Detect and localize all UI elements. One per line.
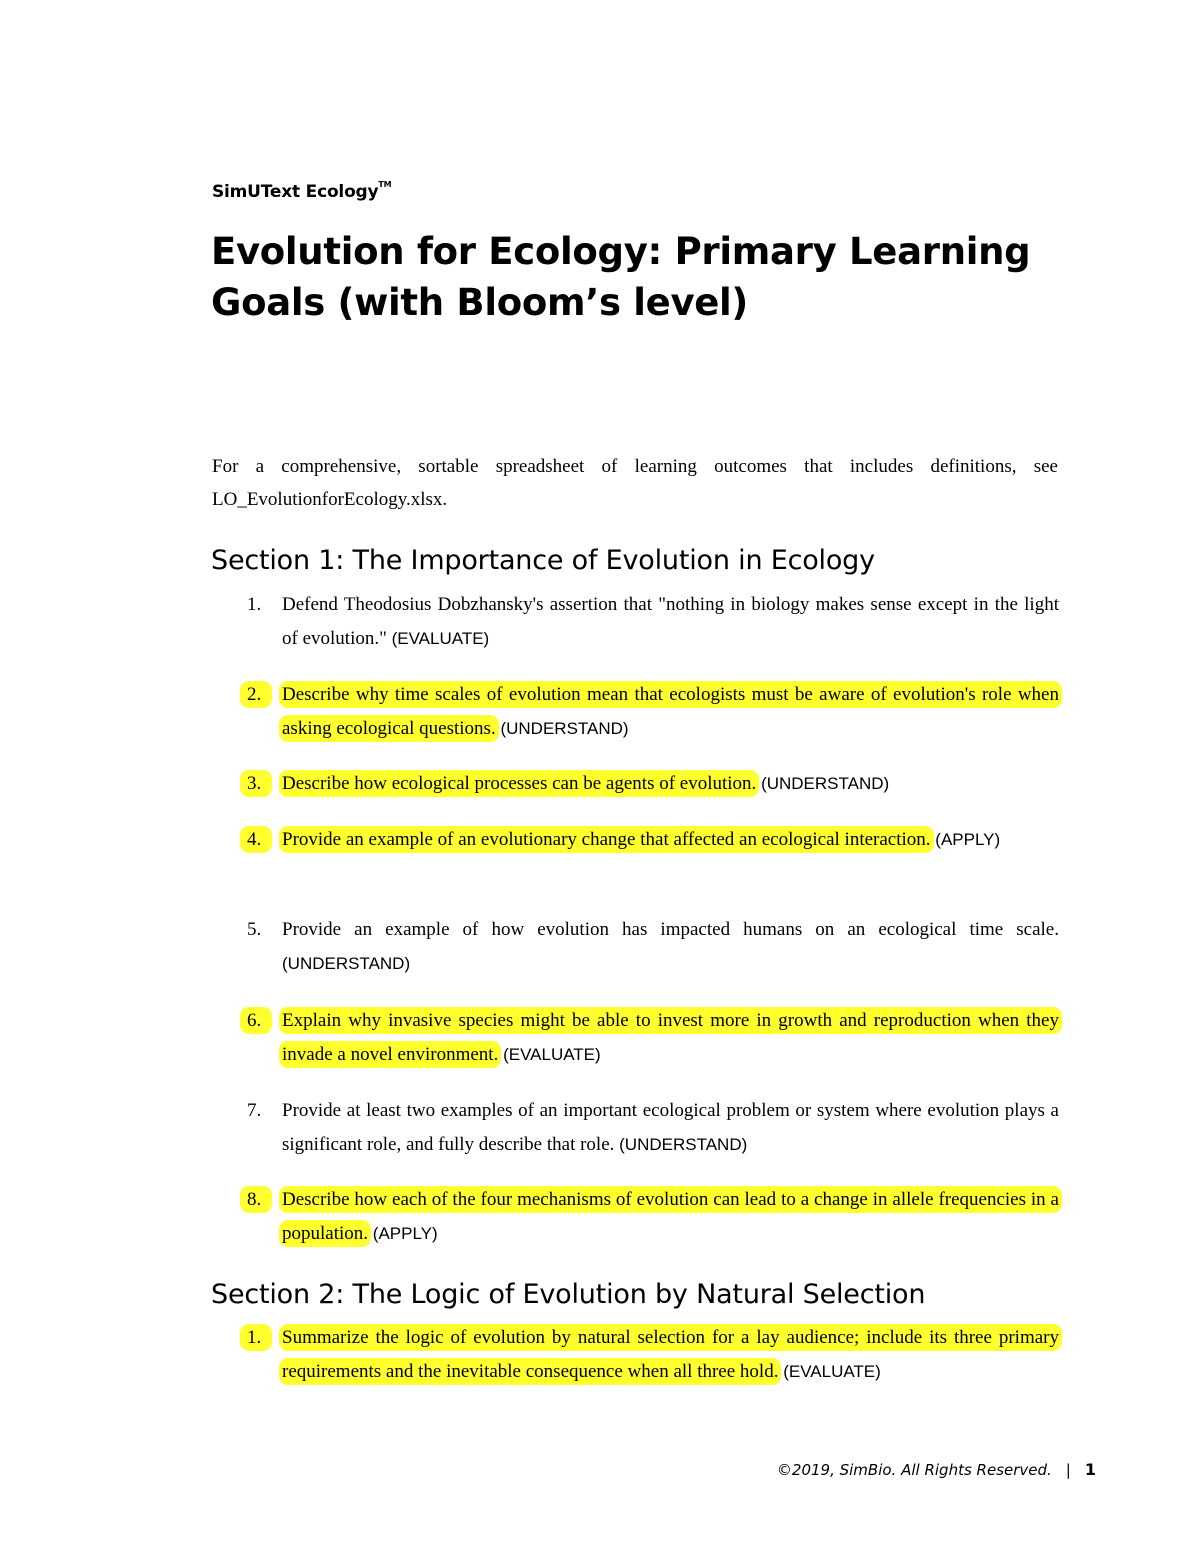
goal-number: 1. — [243, 1321, 287, 1355]
goal-item — [243, 913, 1059, 981]
goal-number: 5. — [247, 919, 262, 940]
intro-paragraph: For a comprehensive, sortable spreadsheet of learning outcomes that includes definitions, see LO_EvolutionforEcology.xlsx. — [212, 456, 1058, 510]
copyright-text: ©2019, SimBio. All Rights Reserved. — [776, 1461, 1052, 1479]
bloom-level: (UNDERSTAND) — [761, 774, 890, 793]
goal-number: 1. — [247, 594, 262, 615]
page-footer — [777, 1460, 1096, 1479]
goal-item — [243, 767, 1059, 801]
highlighted-text: Summarize the logic of evolution by natural selection for a lay audience; include its three primary requirements and the inevitable consequence when all three hold. — [282, 1327, 1059, 1382]
goal-item — [243, 1094, 1059, 1162]
goal-text: Provide at least two examples of an important ecological problem or system where evolution plays a significant role, and fully describe that role. (UNDERSTAND) — [282, 1100, 1059, 1155]
goal-item — [243, 1183, 1059, 1251]
highlighted-text: Provide an example of an evolutionary change that affected an ecological interaction. — [282, 829, 931, 850]
goal-number: 8. — [243, 1183, 287, 1217]
page-number: 1 — [1084, 1460, 1096, 1479]
goal-text — [282, 1183, 1059, 1251]
goal-text: Provide an example of how evolution has impacted humans on an ecological time scale. (UNDERSTAND) — [282, 919, 1059, 973]
goal-text — [282, 678, 1059, 746]
goal-text — [282, 767, 1059, 801]
goal-item — [243, 823, 1059, 857]
footer-separator: | — [1065, 1461, 1071, 1479]
goal-item — [243, 678, 1059, 746]
goal-number: 6. — [243, 1004, 287, 1038]
highlighted-text: Describe why time scales of evolution mean that ecologists must be aware of evolution's role when asking ecological questions. — [282, 684, 1059, 739]
goal-text — [282, 1004, 1059, 1072]
trademark-mark: TM — [378, 180, 392, 189]
brand-name: SimUText Ecology — [212, 182, 379, 202]
goal-number: 3. — [243, 767, 287, 801]
highlighted-text: Describe how each of the four mechanisms of evolution can lead to a change in allele frequencies in a population. — [282, 1189, 1059, 1244]
bloom-level: (UNDERSTAND) — [619, 1135, 748, 1154]
goal-text — [282, 823, 1059, 857]
goal-number: 4. — [243, 823, 287, 857]
section-2-heading: Section 2: The Logic of Evolution by Natural Selection — [211, 1279, 926, 1310]
bloom-level: (EVALUATE) — [391, 629, 490, 648]
goal-item — [243, 1004, 1059, 1072]
goal-number: 7. — [247, 1100, 262, 1121]
bloom-level: (UNDERSTAND) — [282, 954, 411, 973]
highlighted-text: Explain why invasive species might be able to invest more in growth and reproduction when they invade a novel environment. — [282, 1010, 1059, 1065]
goal-item — [243, 1321, 1059, 1389]
highlighted-text: Describe how ecological processes can be agents of evolution. — [282, 773, 757, 794]
goal-text: Defend Theodosius Dobzhansky's assertion that "nothing in biology makes sense except in the light of evolution." (EVALUATE) — [282, 594, 1059, 649]
goal-item — [243, 588, 1059, 656]
goal-number: 2. — [243, 678, 287, 712]
bloom-level: (APPLY) — [372, 1224, 438, 1243]
bloom-level: (UNDERSTAND) — [500, 719, 629, 738]
bloom-level: (APPLY) — [935, 830, 1001, 849]
bloom-level: (EVALUATE) — [783, 1362, 881, 1381]
document-title: Evolution for Ecology: Primary Learning Goals (with Bloom’s level) — [211, 230, 1031, 324]
section-1-heading: Section 1: The Importance of Evolution in Ecology — [211, 545, 875, 576]
goal-text — [282, 1321, 1059, 1389]
bloom-level: (EVALUATE) — [503, 1045, 601, 1064]
brand-header — [212, 182, 391, 202]
